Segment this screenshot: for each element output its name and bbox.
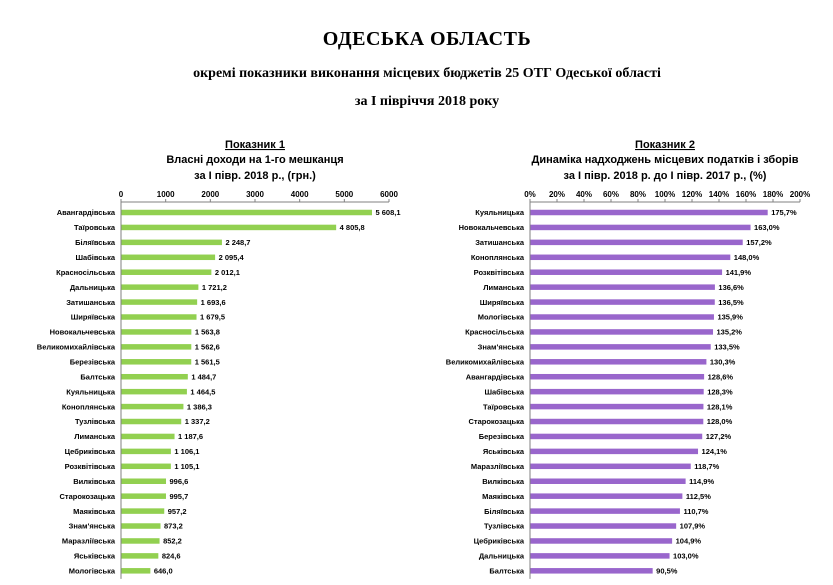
category-label: Авангардівська xyxy=(465,372,524,382)
category-label: Ширяївська xyxy=(70,312,115,322)
data-label: 1 337,2 xyxy=(184,417,210,427)
bar xyxy=(531,404,704,410)
bar xyxy=(531,478,686,484)
bar xyxy=(122,553,159,559)
data-label: 4 805,8 xyxy=(339,223,365,233)
bar xyxy=(531,314,714,320)
category-label: Красносільська xyxy=(465,327,524,337)
data-label: 124,1% xyxy=(701,447,727,457)
category-label: Вилківська xyxy=(482,476,524,486)
data-label: 136,5% xyxy=(718,297,744,307)
chart-panel-2 xyxy=(412,126,820,585)
data-label: 1 562,6 xyxy=(194,342,220,352)
x-tick-label: 0% xyxy=(524,190,536,199)
x-tick-label: 40% xyxy=(575,190,593,199)
category-label: Маразліївська xyxy=(61,536,115,546)
category-label: Тузлівська xyxy=(484,521,524,531)
data-label: 103,0% xyxy=(673,551,699,561)
bar xyxy=(122,523,161,529)
data-label: 128,1% xyxy=(706,402,733,412)
data-label: 118,7% xyxy=(694,462,720,472)
bar xyxy=(531,255,731,260)
chart-title: Показник 1 xyxy=(225,139,285,151)
data-label: 114,9% xyxy=(689,476,715,486)
data-label: 130,3% xyxy=(709,357,736,367)
bar xyxy=(531,269,723,275)
category-label: Куяльницька xyxy=(66,387,115,397)
x-tick-label: 80% xyxy=(629,190,647,199)
x-tick-label: 4000 xyxy=(290,190,309,199)
x-tick-label: 2000 xyxy=(201,190,220,199)
data-label: 1 679,5 xyxy=(200,312,226,322)
category-label: Маразліївська xyxy=(470,462,524,472)
data-label: 112,5% xyxy=(685,491,711,501)
category-label: Розквітівська xyxy=(64,462,115,472)
data-label: 995,7 xyxy=(169,491,189,501)
bar xyxy=(122,538,160,544)
data-label: 1 106,1 xyxy=(174,447,200,457)
bar xyxy=(122,508,165,513)
data-label: 1 563,8 xyxy=(194,327,220,337)
category-label: Цебриківська xyxy=(473,536,524,546)
category-label: Шабівська xyxy=(484,387,524,397)
bar xyxy=(531,329,714,335)
data-label: 1 721,2 xyxy=(201,282,227,292)
data-label: 1 693,6 xyxy=(200,297,226,307)
x-tick-label: 6000 xyxy=(380,190,398,199)
data-label: 957,2 xyxy=(167,506,187,516)
category-label: Ширяївська xyxy=(479,297,524,307)
bar xyxy=(531,389,704,395)
data-label: 135,2% xyxy=(716,327,742,337)
bar xyxy=(531,523,677,529)
category-label: Новокальчевська xyxy=(49,327,115,337)
category-label: Куяльницька xyxy=(475,208,524,218)
data-label: 128,0% xyxy=(706,417,733,427)
category-label: Балтська xyxy=(489,566,524,576)
data-label: 107,9% xyxy=(679,521,706,531)
category-label: Затишанська xyxy=(475,238,524,248)
bar xyxy=(531,299,715,305)
data-label: 136,6% xyxy=(718,282,744,292)
data-label: 646,0 xyxy=(153,566,173,576)
category-label: Яськівська xyxy=(482,447,524,457)
category-label: Коноплянська xyxy=(61,402,115,412)
x-tick-label: 20% xyxy=(548,190,566,199)
bar xyxy=(122,344,192,350)
x-tick-label: 1000 xyxy=(156,190,175,199)
category-label: Знам'янська xyxy=(477,342,524,352)
category-label: Березівська xyxy=(478,432,524,442)
category-label: Великомихайлівська xyxy=(445,357,524,367)
bar xyxy=(122,464,171,470)
bar xyxy=(122,478,167,484)
data-label: 128,3% xyxy=(707,387,733,397)
bar xyxy=(531,434,703,440)
category-label: Вилківська xyxy=(73,476,115,486)
category-label: Балтська xyxy=(80,372,115,382)
data-label: 873,2 xyxy=(164,521,183,531)
category-label: Біляївська xyxy=(75,238,115,248)
category-label: Авангардівська xyxy=(56,208,115,218)
category-label: Великомихайлівська xyxy=(36,342,115,352)
chart-1-svg xyxy=(0,126,408,585)
x-tick-label: 0 xyxy=(118,190,124,199)
data-label: 90,5% xyxy=(656,566,678,576)
bar xyxy=(531,419,704,425)
data-label: 1 105,1 xyxy=(174,462,200,472)
category-label: Затишанська xyxy=(66,297,115,307)
bar xyxy=(531,538,673,544)
category-label: Дальницька xyxy=(69,282,115,292)
bar xyxy=(122,240,222,246)
category-label: Таїровська xyxy=(74,223,115,233)
bar xyxy=(122,449,171,455)
data-label: 127,2% xyxy=(705,432,732,442)
data-label: 2 012,1 xyxy=(214,267,240,277)
bar xyxy=(122,210,372,216)
data-label: 852,2 xyxy=(163,536,182,546)
data-label: 133,5% xyxy=(714,342,740,352)
data-label: 1 187,6 xyxy=(178,432,204,442)
data-label: 175,7% xyxy=(771,208,797,218)
bar xyxy=(531,464,691,470)
bar xyxy=(531,508,680,513)
chart-subtitle: Власні доходи на 1-го мешканця xyxy=(166,154,344,166)
x-tick-label: 120% xyxy=(681,190,703,199)
bar xyxy=(531,568,653,574)
category-label: Таїровська xyxy=(483,402,524,412)
x-tick-label: 5000 xyxy=(335,190,354,199)
bar xyxy=(531,449,699,455)
bar xyxy=(531,240,743,246)
category-label: Розквітівська xyxy=(473,267,524,277)
data-label: 110,7% xyxy=(683,506,709,516)
x-tick-label: 180% xyxy=(762,190,784,199)
category-label: Мологівська xyxy=(68,566,115,576)
data-label: 1 484,7 xyxy=(191,372,217,382)
data-label: 2 095,4 xyxy=(218,252,244,262)
category-label: Тузлівська xyxy=(75,417,115,427)
category-label: Знам'янська xyxy=(68,521,115,531)
chart-panel-1 xyxy=(0,126,408,585)
category-label: Біляївська xyxy=(484,506,524,516)
page-title: ОДЕСЬКА ОБЛАСТЬ xyxy=(322,28,532,50)
data-label: 163,0% xyxy=(754,223,780,233)
data-label: 1 561,5 xyxy=(194,357,220,367)
bar xyxy=(531,359,707,365)
chart-subtitle: за І півр. 2018 р., (грн.) xyxy=(194,170,316,182)
data-label: 104,9% xyxy=(675,536,702,546)
category-label: Шабівська xyxy=(75,252,115,262)
x-tick-label: 100% xyxy=(654,190,676,199)
category-label: Яськівська xyxy=(73,551,115,561)
data-label: 824,6 xyxy=(161,551,181,561)
category-label: Мологівська xyxy=(477,312,524,322)
bar xyxy=(531,553,670,559)
data-label: 148,0% xyxy=(733,252,760,262)
bar xyxy=(531,344,711,350)
bar xyxy=(122,329,192,335)
x-tick-label: 160% xyxy=(735,190,757,199)
bar xyxy=(531,284,715,290)
category-label: Березівська xyxy=(69,357,115,367)
bar xyxy=(122,225,337,231)
data-label: 2 248,7 xyxy=(225,238,251,248)
bar xyxy=(122,359,192,365)
data-label: 5 608,1 xyxy=(375,208,401,218)
data-label: 128,6% xyxy=(707,372,734,382)
data-label: 157,2% xyxy=(746,238,772,248)
bar xyxy=(122,404,184,410)
bar xyxy=(122,374,188,380)
data-label: 141,9% xyxy=(725,267,752,277)
bar xyxy=(531,210,768,216)
chart-subtitle: за І півр. 2018 р. до І півр. 2017 р., (%) xyxy=(563,170,767,182)
category-label: Лиманська xyxy=(74,432,115,442)
category-label: Старокозацька xyxy=(59,491,115,501)
data-label: 135,9% xyxy=(717,312,743,322)
data-label: 996,6 xyxy=(169,476,189,486)
category-label: Цебриківська xyxy=(64,447,115,457)
bar xyxy=(122,419,182,425)
category-label: Лиманська xyxy=(483,282,524,292)
page-period: за І півріччя 2018 року xyxy=(354,94,500,109)
chart-subtitle: Динаміка надходжень місцевих податків і зборів xyxy=(531,154,799,166)
category-label: Красносільська xyxy=(56,267,115,277)
bar xyxy=(122,434,175,440)
category-label: Маяківська xyxy=(73,506,115,516)
chart-title: Показник 2 xyxy=(635,139,695,151)
page-subtitle: окремі показники виконання місцевих бюджетів 25 ОТГ Одеської області xyxy=(193,66,661,81)
bar xyxy=(122,389,187,395)
x-tick-label: 140% xyxy=(708,190,730,199)
x-tick-label: 200% xyxy=(789,190,811,199)
x-tick-label: 3000 xyxy=(246,190,264,199)
bar xyxy=(122,284,199,290)
data-label: 1 386,3 xyxy=(186,402,212,412)
category-label: Маяківська xyxy=(482,491,524,501)
data-label: 1 464,5 xyxy=(190,387,216,397)
bar xyxy=(122,314,197,320)
chart-2-svg xyxy=(412,126,820,585)
bar xyxy=(122,255,216,260)
bar xyxy=(122,568,151,574)
category-label: Новокальчевська xyxy=(458,223,524,233)
category-label: Коноплянська xyxy=(470,252,524,262)
bar xyxy=(122,269,212,275)
bar xyxy=(531,225,751,231)
category-label: Старокозацька xyxy=(468,417,524,427)
bar xyxy=(122,493,166,499)
bar xyxy=(122,299,198,305)
category-label: Дальницька xyxy=(478,551,524,561)
x-tick-label: 60% xyxy=(602,190,620,199)
bar xyxy=(531,493,683,499)
bar xyxy=(531,374,705,380)
